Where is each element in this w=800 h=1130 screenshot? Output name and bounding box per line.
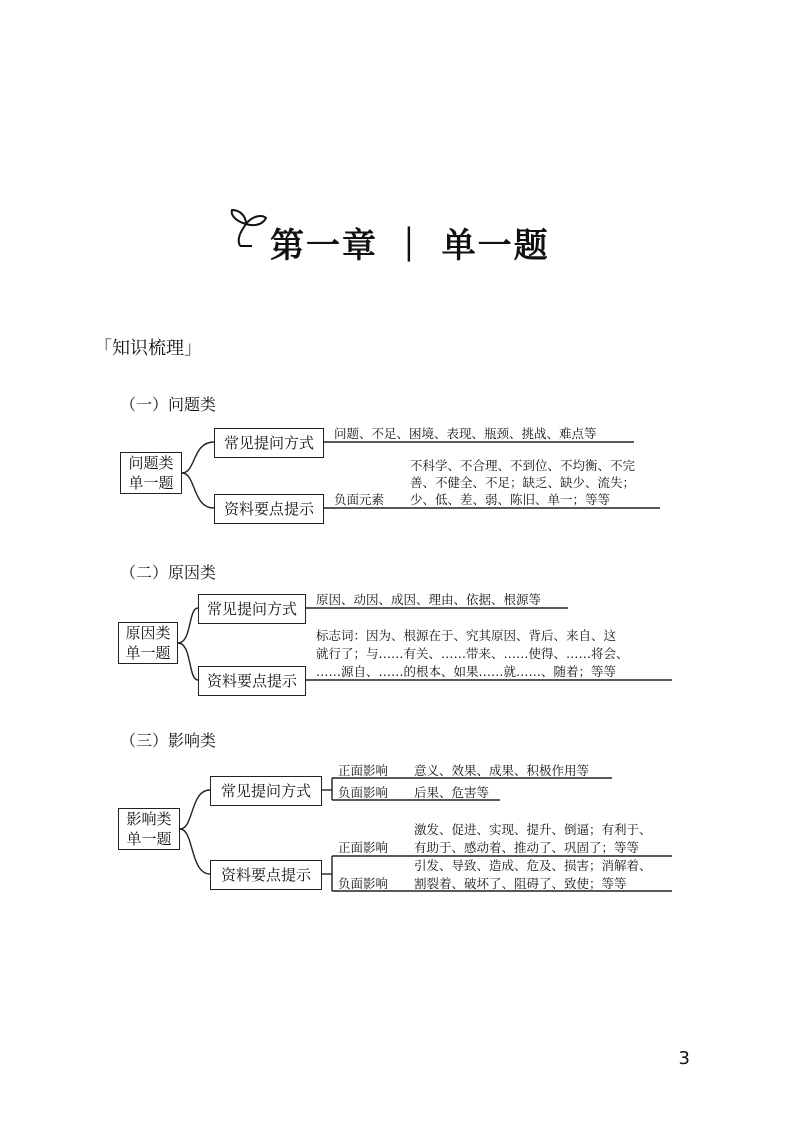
branch-box-question bbox=[198, 594, 306, 624]
root-line: 原因类 bbox=[125, 624, 171, 642]
branch-box-hints bbox=[198, 666, 306, 696]
branch-box-question bbox=[214, 428, 324, 458]
root-line: 问题类 bbox=[128, 454, 174, 472]
hint-line: ……源自、……的根本、如果……就……、随着；等等 bbox=[316, 664, 617, 679]
branch-label: 资料要点提示 bbox=[206, 672, 297, 690]
hint-line: 有助于、感动着、推动了、巩固了；等等 bbox=[414, 840, 640, 855]
branch-label: 资料要点提示 bbox=[223, 500, 314, 518]
hint-line: 激发、促进、实现、提升、倒逼；有利于、 bbox=[414, 822, 652, 837]
branch-box-hints bbox=[214, 494, 324, 524]
hint-line: 引发、导致、造成、危及、损害；消解着、 bbox=[414, 858, 652, 873]
root-line: 单一题 bbox=[125, 644, 171, 662]
tag-positive: 正面影响 bbox=[338, 763, 389, 778]
branch-box-question bbox=[210, 776, 322, 806]
tag-negative: 负面元素 bbox=[334, 492, 385, 507]
branch-label: 常见提问方式 bbox=[223, 434, 314, 452]
root-line: 单一题 bbox=[128, 474, 174, 492]
tag-positive: 正面影响 bbox=[338, 840, 389, 855]
branch-label: 资料要点提示 bbox=[220, 866, 311, 884]
hint-line: 标志词：因为、根源在于、究其原因、背后、来自、这 bbox=[316, 628, 617, 643]
branch-text: 意义、效果、成果、积极作用等 bbox=[414, 763, 590, 778]
root-box-cause bbox=[118, 622, 178, 664]
hint-line: 善、不健全、不足；缺乏、缺少、流失； bbox=[410, 475, 636, 490]
page-number: 3 bbox=[678, 1048, 690, 1069]
root-box-problem bbox=[120, 452, 182, 494]
tag-negative: 负面影响 bbox=[338, 876, 389, 891]
branch-label: 常见提问方式 bbox=[220, 782, 311, 800]
branch-text: 原因、动因、成因、理由、依据、根源等 bbox=[316, 592, 542, 607]
root-box-impact bbox=[118, 808, 180, 850]
root-line: 单一题 bbox=[126, 830, 172, 848]
branch-box-hints bbox=[210, 860, 322, 890]
group-heading-cause: （二）原因类 bbox=[120, 563, 217, 582]
branch-text: 问题、不足、困境、表现、瓶颈、挑战、难点等 bbox=[334, 426, 597, 441]
branch-label: 常见提问方式 bbox=[206, 600, 297, 618]
tag-negative: 负面影响 bbox=[338, 785, 389, 800]
hint-line: 割裂着、破坏了、阻碍了、致使；等等 bbox=[414, 876, 627, 891]
hint-line: 不科学、不合理、不到位、不均衡、不完 bbox=[410, 458, 636, 473]
section-title: 「知识梳理」 bbox=[94, 338, 202, 359]
hint-line: 少、低、差、弱、陈旧、单一；等等 bbox=[410, 492, 611, 507]
hint-line: 就行了；与……有关、……带来、……使得、……将会、 bbox=[316, 646, 629, 661]
chapter-title: 第一章 ｜ 单一题 bbox=[270, 226, 550, 266]
group-heading-problem: （一）问题类 bbox=[120, 395, 217, 414]
root-line: 影响类 bbox=[126, 810, 172, 828]
branch-text: 后果、危害等 bbox=[414, 785, 490, 800]
group-heading-impact: （三）影响类 bbox=[120, 731, 217, 750]
